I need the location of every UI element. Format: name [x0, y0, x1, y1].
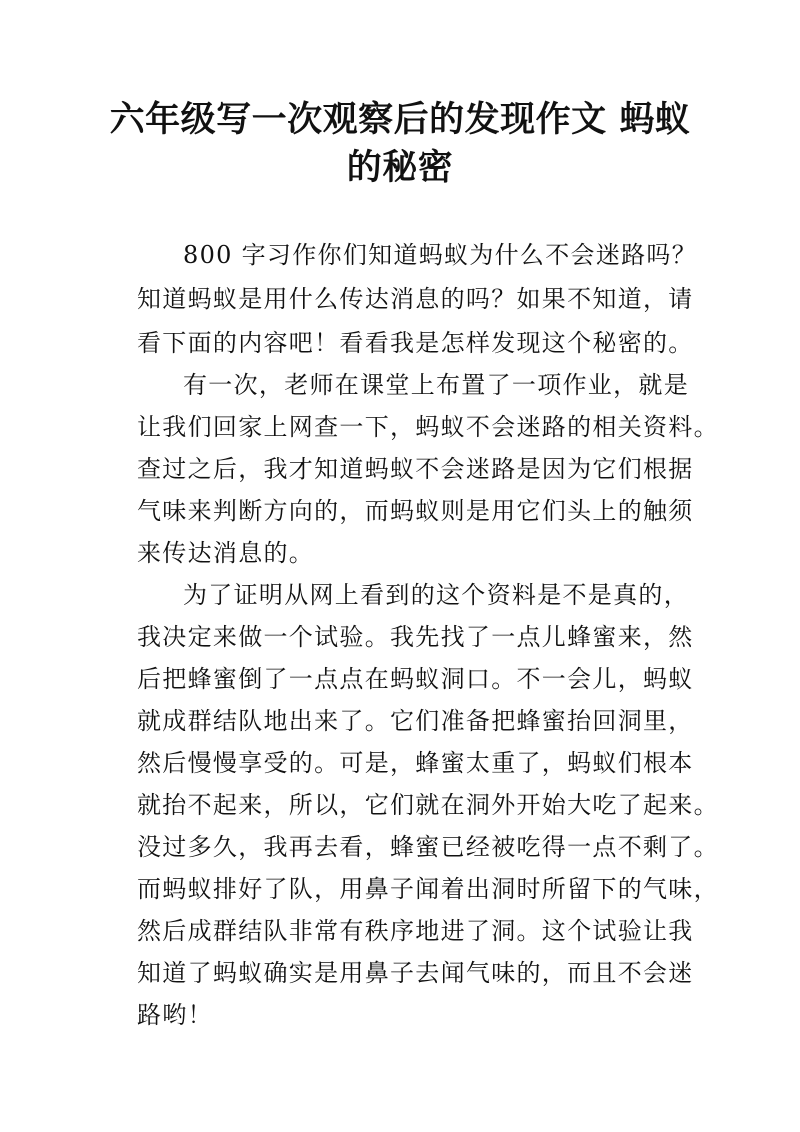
body-line-7: 气味来判断方向的，而蚂蚁则是用它们头上的触须 [137, 497, 694, 525]
body-line-10: 我决定来做一个试验。我先找了一点儿蜂蜜来，然 [137, 623, 694, 651]
body-line-13: 然后慢慢享受的。可是，蜂蜜太重了，蚂蚁们根本 [137, 749, 694, 777]
body-line-18: 知道了蚂蚁确实是用鼻子去闻气味的，而且不会迷 [137, 959, 694, 987]
body-line-9: 为了证明从网上看到的这个资料是不是真的， [183, 581, 689, 609]
body-line-1: 800 字习作你们知道蚂蚁为什么不会迷路吗？ [183, 241, 698, 269]
body-line-12: 就成群结队地出来了。它们准备把蜂蜜抬回洞里， [137, 707, 694, 735]
body-line-16: 而蚂蚁排好了队，用鼻子闻着出洞时所留下的气味， [137, 875, 719, 903]
document-title [100, 96, 700, 192]
body-line-11: 后把蜂蜜倒了一点点在蚂蚁洞口。不一会儿，蚂蚁 [137, 665, 694, 693]
body-line-5: 让我们回家上网查一下，蚂蚁不会迷路的相关资料。 [137, 413, 719, 441]
body-line-15: 没过多久，我再去看，蜂蜜已经被吃得一点不剩了。 [137, 833, 719, 861]
body-line-4: 有一次，老师在课堂上布置了一项作业，就是 [183, 371, 689, 399]
body-line-8: 来传达消息的。 [137, 539, 315, 567]
body-line-17: 然后成群结队非常有秩序地进了洞。这个试验让我 [137, 917, 694, 945]
body-line-14: 就抬不起来，所以，它们就在洞外开始大吃了起来。 [137, 791, 719, 819]
body-line-3: 看下面的内容吧！看看我是怎样发现这个秘密的。 [137, 329, 694, 357]
body-line-19: 路哟！ [137, 1001, 213, 1029]
body-line-2: 知道蚂蚁是用什么传达消息的吗？如果不知道，请 [137, 285, 694, 313]
body-line-6: 查过之后，我才知道蚂蚁不会迷路是因为它们根据 [137, 455, 694, 483]
title-line-1: 六年级写一次观察后的发现作文 蚂蚁 [109, 100, 691, 140]
title-line-2: 的秘密 [346, 148, 454, 188]
